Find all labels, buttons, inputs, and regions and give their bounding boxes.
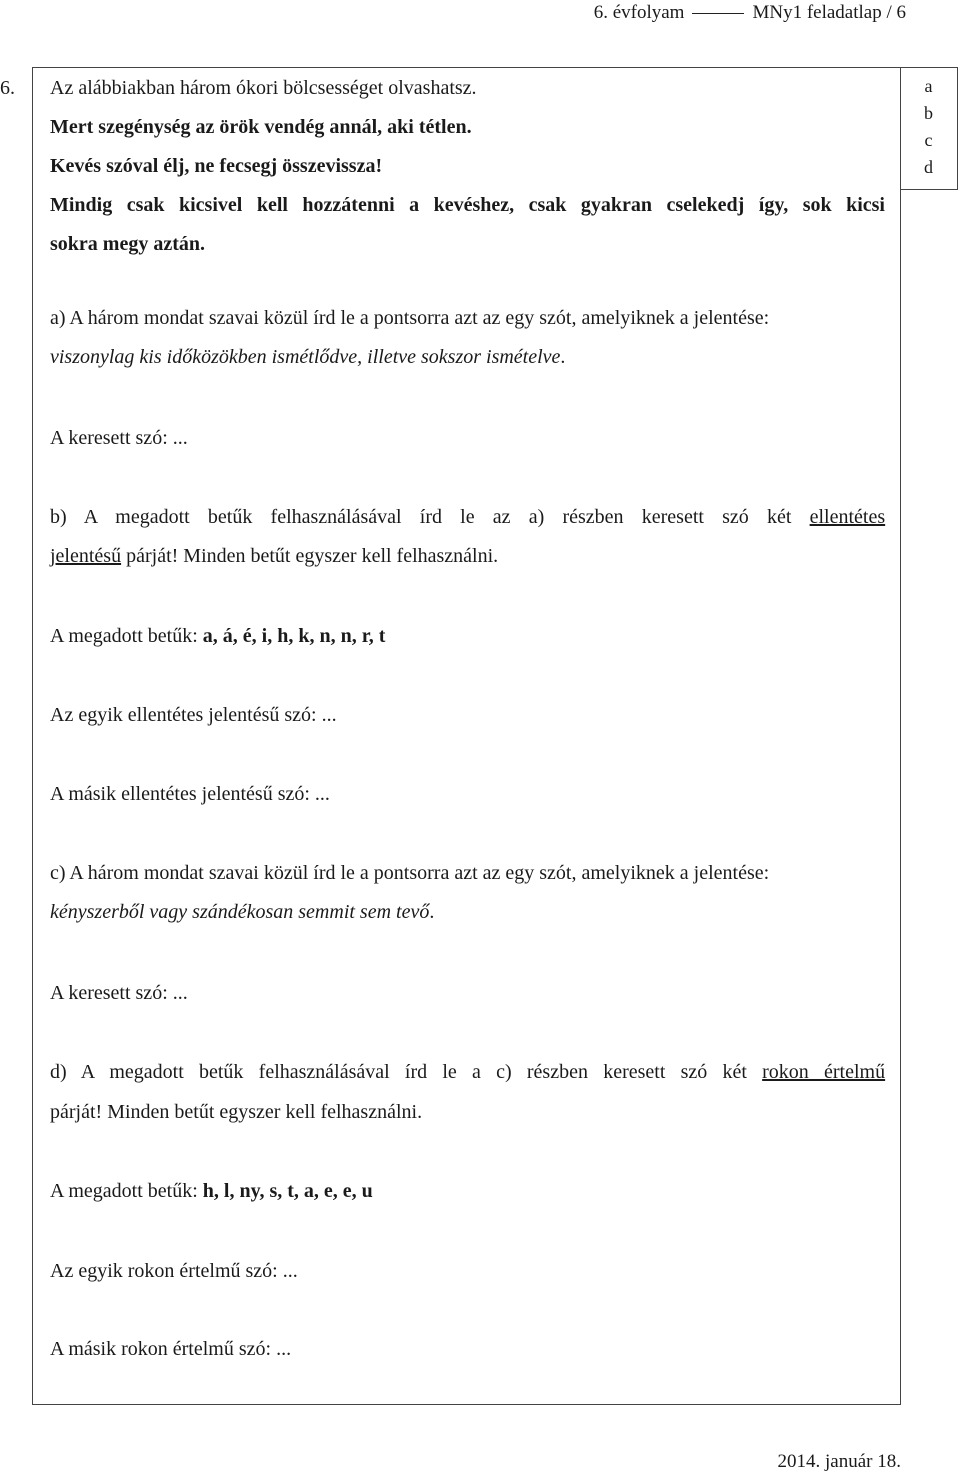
- word: részben: [526, 1061, 588, 1083]
- score-letter-b: b: [924, 103, 933, 123]
- part-c-definition-text: kényszerből vagy szándékosan semmit sem tevő: [50, 901, 430, 923]
- quote-2: Kevés szóval élj, ne fecsegj összevissza!: [50, 155, 383, 177]
- word: az: [492, 506, 511, 528]
- part-b-answer-2[interactable]: A másik ellentétes jelentésű szó: ...: [50, 783, 330, 805]
- quote-1: Mert szegénység az örök vendég annál, aki tétlen.: [50, 116, 472, 138]
- part-c-instruction: c) A három mondat szavai közül írd le a pontsorra azt az egy szót, amelyiknek a jelentése:: [50, 862, 770, 884]
- word: d): [50, 1061, 67, 1083]
- word: két: [722, 1061, 747, 1083]
- part-d-letters: [50, 1180, 373, 1203]
- part-a-period: .: [560, 346, 566, 368]
- part-c-period: .: [429, 901, 435, 923]
- word: két: [766, 506, 792, 528]
- part-b-answer-1[interactable]: Az egyik ellentétes jelentésű szó: ...: [50, 704, 337, 726]
- part-a-answer[interactable]: A keresett szó: ...: [50, 427, 188, 449]
- underlined-word: ellentétes: [809, 506, 886, 528]
- word: b): [50, 506, 67, 528]
- word: betűk: [207, 506, 253, 528]
- question-number: 6.: [0, 77, 15, 99]
- letters-label: A megadott betűk:: [50, 625, 203, 647]
- question-box: [32, 67, 901, 1405]
- score-letter-d: d: [924, 157, 933, 177]
- header-grade: 6. évfolyam: [593, 2, 685, 23]
- header-rule: [692, 13, 744, 14]
- part-c-answer[interactable]: A keresett szó: ...: [50, 982, 188, 1004]
- letters-list: h, l, ny, s, t, a, e, e, u: [202, 1180, 373, 1202]
- part-b-instruction: [50, 506, 885, 529]
- part-d-answer-2[interactable]: A másik rokon értelmű szó: ...: [50, 1338, 292, 1360]
- word: írd: [419, 506, 442, 528]
- page-footer-date: 2014. január 18.: [777, 1451, 901, 1472]
- word: A: [80, 1061, 95, 1083]
- word: keresett: [641, 506, 704, 528]
- word: megadott: [115, 506, 190, 528]
- word: A: [83, 506, 98, 528]
- letters-label: A megadott betűk:: [50, 1180, 203, 1202]
- word: a: [472, 1061, 481, 1083]
- letters-list: a, á, é, i, h, k, n, n, r, t: [202, 625, 386, 647]
- page-header: [594, 2, 906, 24]
- word: részben: [562, 506, 624, 528]
- word: c): [496, 1061, 512, 1083]
- quote-3: Mindig csak kicsivel kell hozzátenni a kevéshez, csak gyakran cselekedj így, sok kicsi: [50, 194, 885, 216]
- word: felhasználásával: [258, 1061, 390, 1083]
- score-letter-a: a: [924, 76, 933, 96]
- underlined-word: jelentésű: [50, 545, 122, 567]
- quote-3-cont: sokra megy aztán.: [50, 233, 205, 255]
- score-box: [900, 67, 958, 190]
- part-b-instruction-cont: [50, 545, 498, 568]
- word: le: [460, 506, 475, 528]
- part-a-definition: [50, 346, 565, 369]
- word: szó: [680, 1061, 708, 1083]
- part-a-definition-text: viszonylag kis időközökben ismétlődve, illetve sokszor ismételve: [50, 346, 561, 368]
- part-b-rest: párját! Minden betűt egyszer kell felhasználni.: [121, 545, 499, 567]
- score-letter-c: c: [924, 130, 933, 150]
- word: szó: [722, 506, 749, 528]
- part-a-instruction: a) A három mondat szavai közül írd le a pontsorra azt az egy szót, amelyiknek a jelentése:: [50, 307, 770, 329]
- header-sheet: MNy1 feladatlap / 6: [752, 2, 906, 23]
- word: a): [528, 506, 545, 528]
- part-b-letters: [50, 625, 385, 648]
- word: írd: [404, 1061, 428, 1083]
- part-d-answer-1[interactable]: Az egyik rokon értelmű szó: ...: [50, 1260, 298, 1282]
- word: keresett: [603, 1061, 666, 1083]
- word: le: [442, 1061, 457, 1083]
- word: megadott: [109, 1061, 184, 1083]
- part-d-instruction: [50, 1061, 885, 1084]
- word: betűk: [199, 1061, 244, 1083]
- word: felhasználásával: [270, 506, 402, 528]
- intro-text: Az alábbiakban három ókori bölcsességet olvashatsz.: [50, 77, 477, 99]
- part-d-instruction-cont: párját! Minden betűt egyszer kell felhasználni.: [50, 1101, 423, 1123]
- underlined-phrase: rokon értelmű: [762, 1061, 886, 1083]
- part-c-definition: [50, 901, 434, 924]
